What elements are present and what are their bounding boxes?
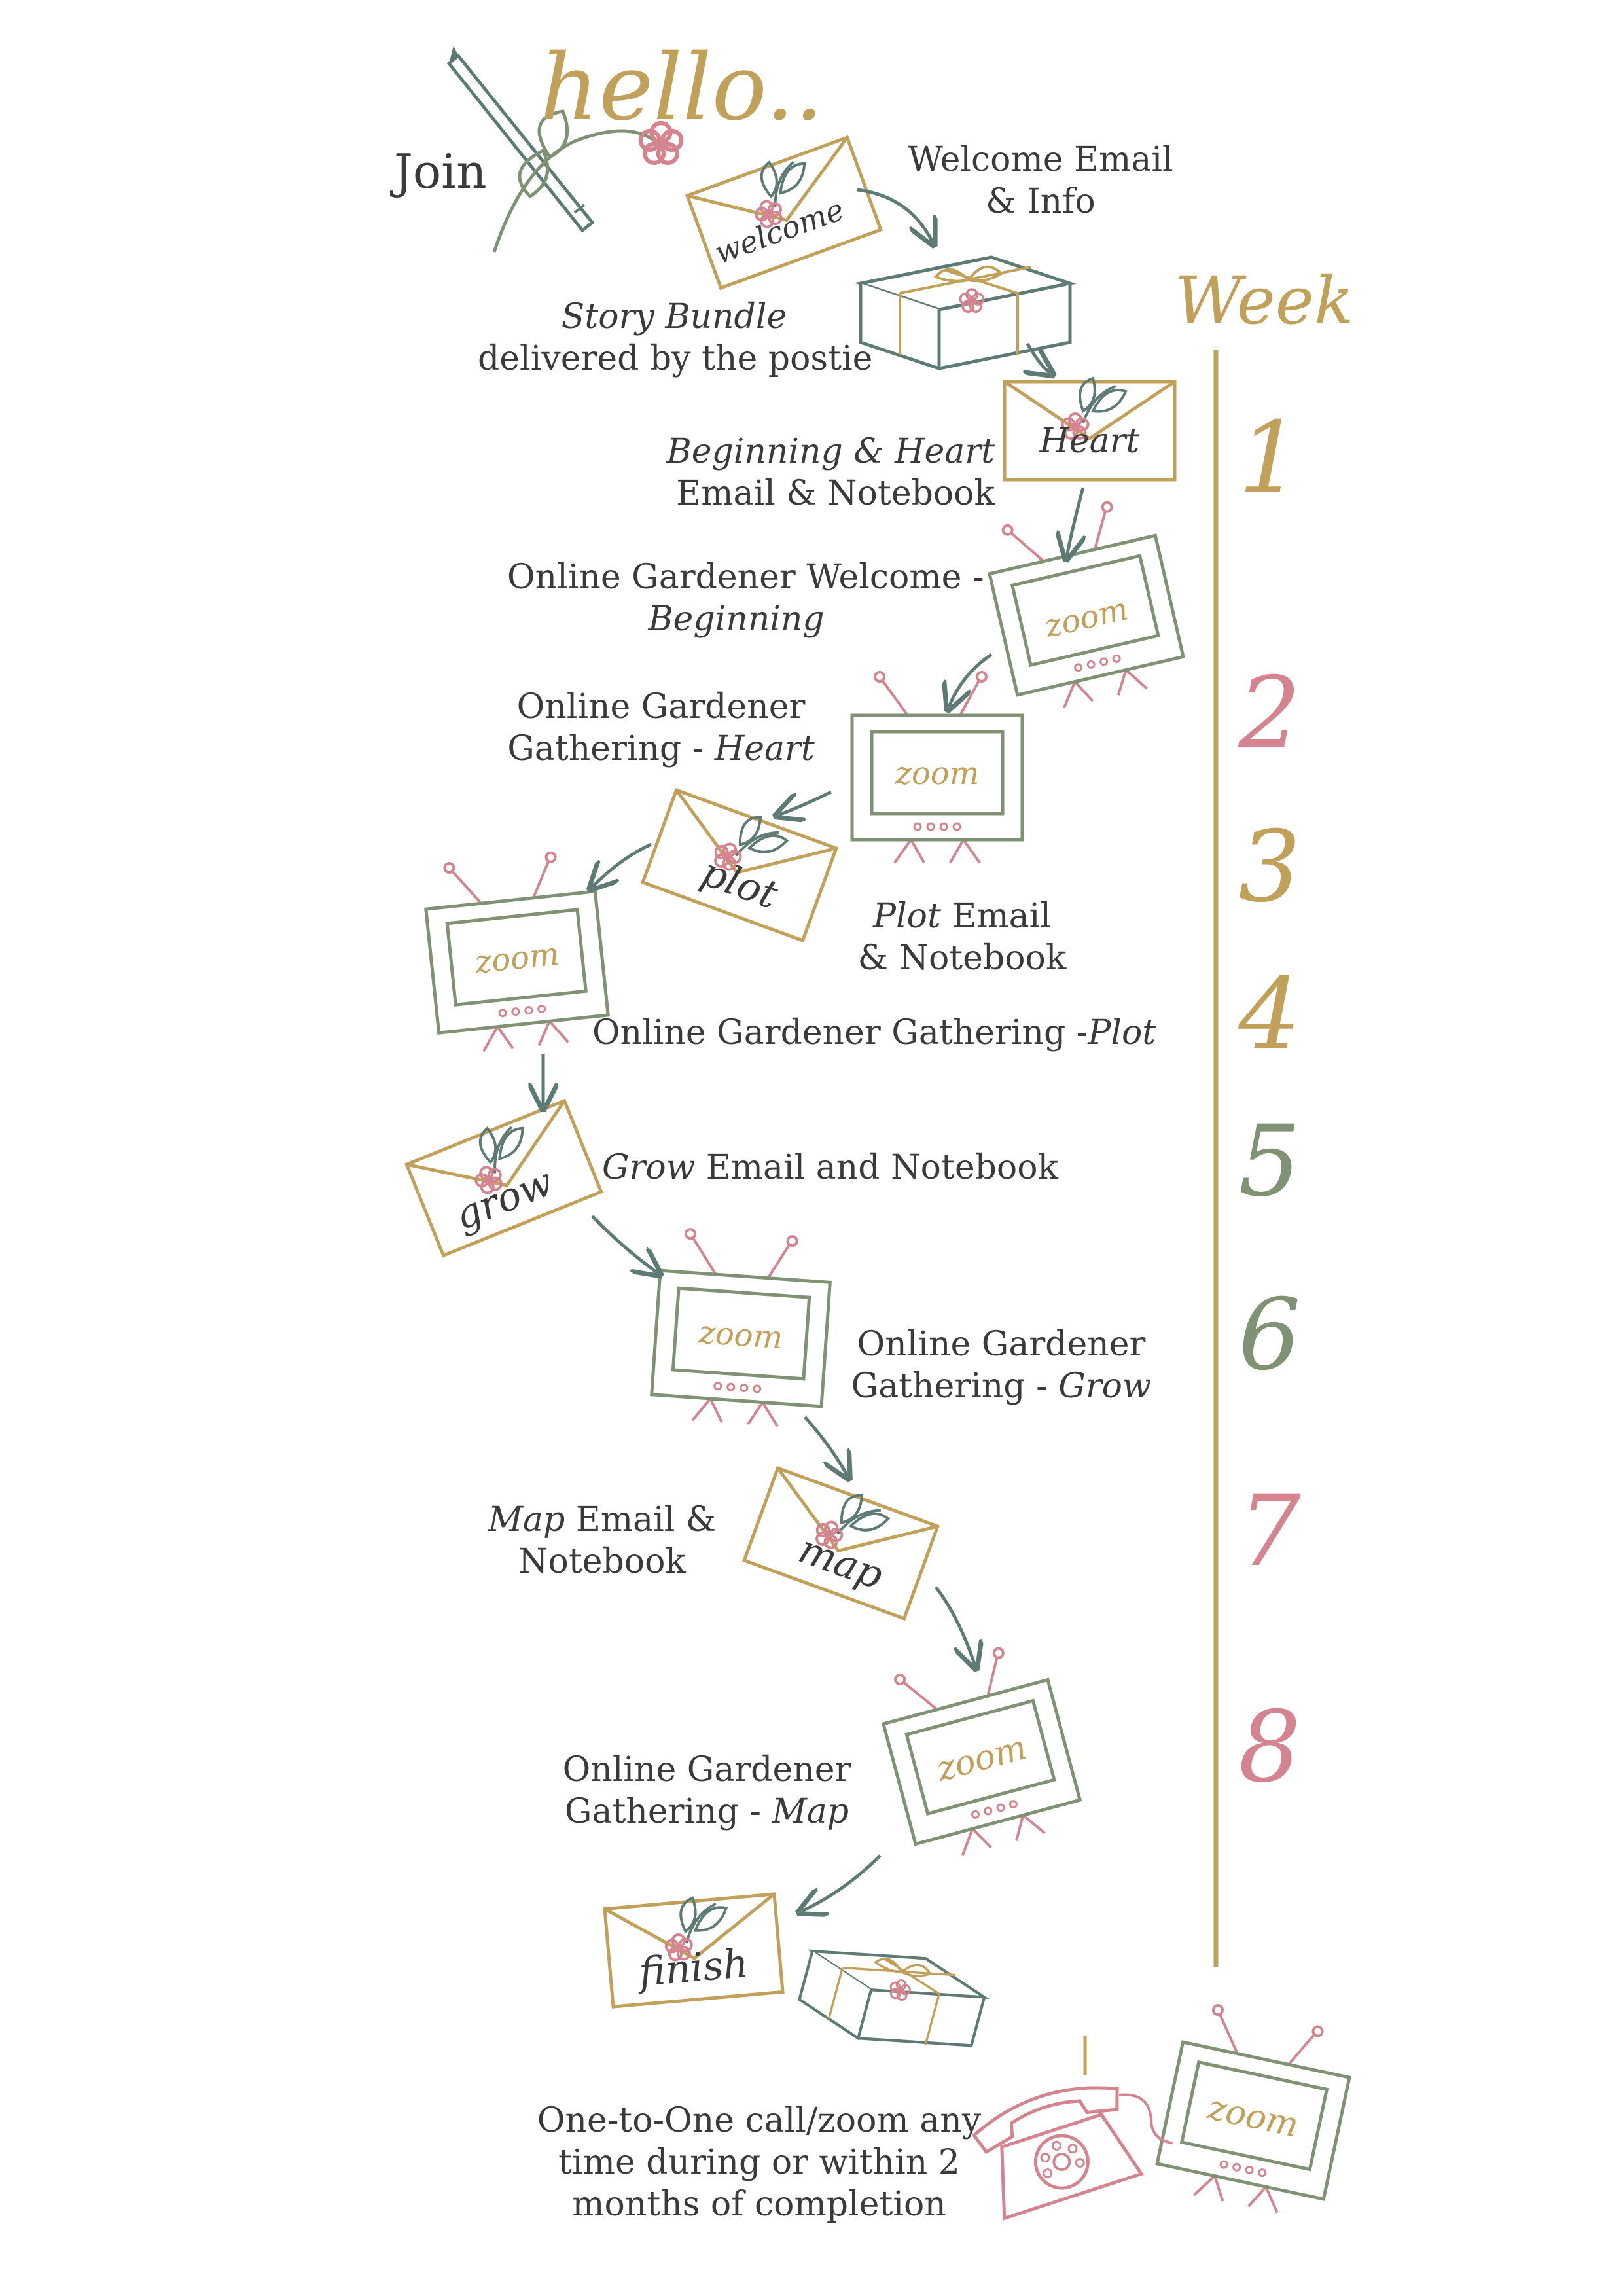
step-map-email xyxy=(471,1499,733,1583)
step-plot-email xyxy=(838,895,1086,979)
step-welcome-beginning xyxy=(507,556,984,640)
step-gathering-heart-line2a: Gathering - xyxy=(507,729,715,768)
step-one-to-one-line3: months of completion xyxy=(572,2185,946,2224)
step-plot-email-line1b: Email xyxy=(940,897,1051,936)
step-gathering-heart-line2 xyxy=(491,728,831,770)
step-map-email-line1a: Map xyxy=(488,1500,565,1539)
step-one-to-one xyxy=(504,2100,1014,2225)
zoom-word-grow: zoom xyxy=(697,1314,785,1357)
step-map-email-line1b: Email & xyxy=(565,1500,717,1539)
step-gathering-map-line2a: Gathering - xyxy=(564,1792,772,1831)
step-grow-email xyxy=(602,1147,1058,1189)
step-gathering-grow-line2a: Gathering - xyxy=(851,1367,1059,1406)
week-number-8: 8 xyxy=(1238,1691,1301,1804)
step-gathering-map-line2 xyxy=(543,1791,870,1833)
finish-bundle-box-icon xyxy=(794,1929,990,2067)
step-story-bundle-line2: delivered by the postie xyxy=(478,339,873,378)
grow-envelope-word: grow xyxy=(448,1158,560,1240)
zoom-word-heart: zoom xyxy=(895,755,980,792)
step-one-to-one-line2: time during or within 2 xyxy=(558,2143,960,2182)
finish-envelope-word: finish xyxy=(637,1940,751,1996)
welcome-envelope-word: welcome xyxy=(709,191,849,271)
step-gathering-heart-line1: Online Gardener xyxy=(516,687,806,726)
zoom-word-welcome: zoom xyxy=(1041,590,1132,645)
step-welcome-beginning-line1: Online Gardener Welcome - xyxy=(507,558,984,597)
week-number-6: 6 xyxy=(1238,1278,1301,1392)
step-plot-email-line2: & Notebook xyxy=(857,939,1067,978)
step-plot-email-line1a: Plot xyxy=(873,897,941,936)
step-one-to-one-line1: One-to-One call/zoom any xyxy=(537,2101,982,2140)
step-plot-email-line1 xyxy=(838,895,1086,937)
step-gathering-grow-line1: Online Gardener xyxy=(857,1325,1146,1364)
zoom-word-map: zoom xyxy=(932,1727,1031,1790)
step-story-bundle-line1: Story Bundle xyxy=(561,297,787,336)
week-number-2: 2 xyxy=(1238,656,1301,770)
hello-heading: hello.. xyxy=(540,35,824,141)
step-gathering-map-line2b: Map xyxy=(772,1792,849,1831)
week-number-4: 4 xyxy=(1238,958,1301,1071)
zoom-word-plot: zoom xyxy=(473,935,561,981)
step-grow-email-texta: Grow xyxy=(602,1148,696,1187)
step-gathering-grow xyxy=(838,1323,1165,1407)
step-gathering-map-line1: Online Gardener xyxy=(562,1750,851,1789)
step-welcome-beginning-line2: Beginning xyxy=(648,600,825,639)
plot-envelope-word: plot xyxy=(695,848,784,919)
step-gathering-plot xyxy=(592,1012,1156,1054)
week-heading: Week xyxy=(1175,262,1354,339)
map-envelope-word: map xyxy=(793,1526,889,1599)
story-bundle-box-icon xyxy=(861,257,1070,368)
week-number-3: 3 xyxy=(1238,810,1301,924)
step-gathering-plot-textb: Plot xyxy=(1088,1013,1156,1052)
join-label: Join xyxy=(394,144,487,199)
step-gathering-grow-line2b: Grow xyxy=(1058,1367,1152,1406)
step-map-email-line2: Notebook xyxy=(518,1542,686,1581)
heart-envelope-word: Heart xyxy=(1039,422,1140,461)
step-story-bundle xyxy=(478,296,873,380)
step-beginning-heart xyxy=(654,431,995,514)
step-gathering-grow-line2 xyxy=(838,1365,1165,1407)
step-grow-email-textb: Email and Notebook xyxy=(695,1148,1059,1187)
step-beginning-heart-line2: Email & Notebook xyxy=(676,474,995,513)
step-gathering-heart-line2b: Heart xyxy=(714,729,815,768)
step-gathering-plot-texta: Online Gardener Gathering - xyxy=(592,1013,1088,1052)
step-gathering-heart xyxy=(491,686,831,770)
step-welcome-email-line1: Welcome Email xyxy=(908,140,1173,179)
step-gathering-map xyxy=(543,1749,870,1833)
zoom-word-one-to-one: zoom xyxy=(1204,2088,1302,2145)
step-welcome-email-line2: & Info xyxy=(986,182,1096,221)
week-number-7: 7 xyxy=(1238,1475,1301,1588)
step-beginning-heart-line1: Beginning & Heart xyxy=(666,432,995,471)
week-number-5: 5 xyxy=(1238,1105,1301,1219)
step-map-email-line1 xyxy=(471,1499,733,1541)
step-welcome-email xyxy=(903,139,1178,223)
week-number-1: 1 xyxy=(1238,401,1301,515)
